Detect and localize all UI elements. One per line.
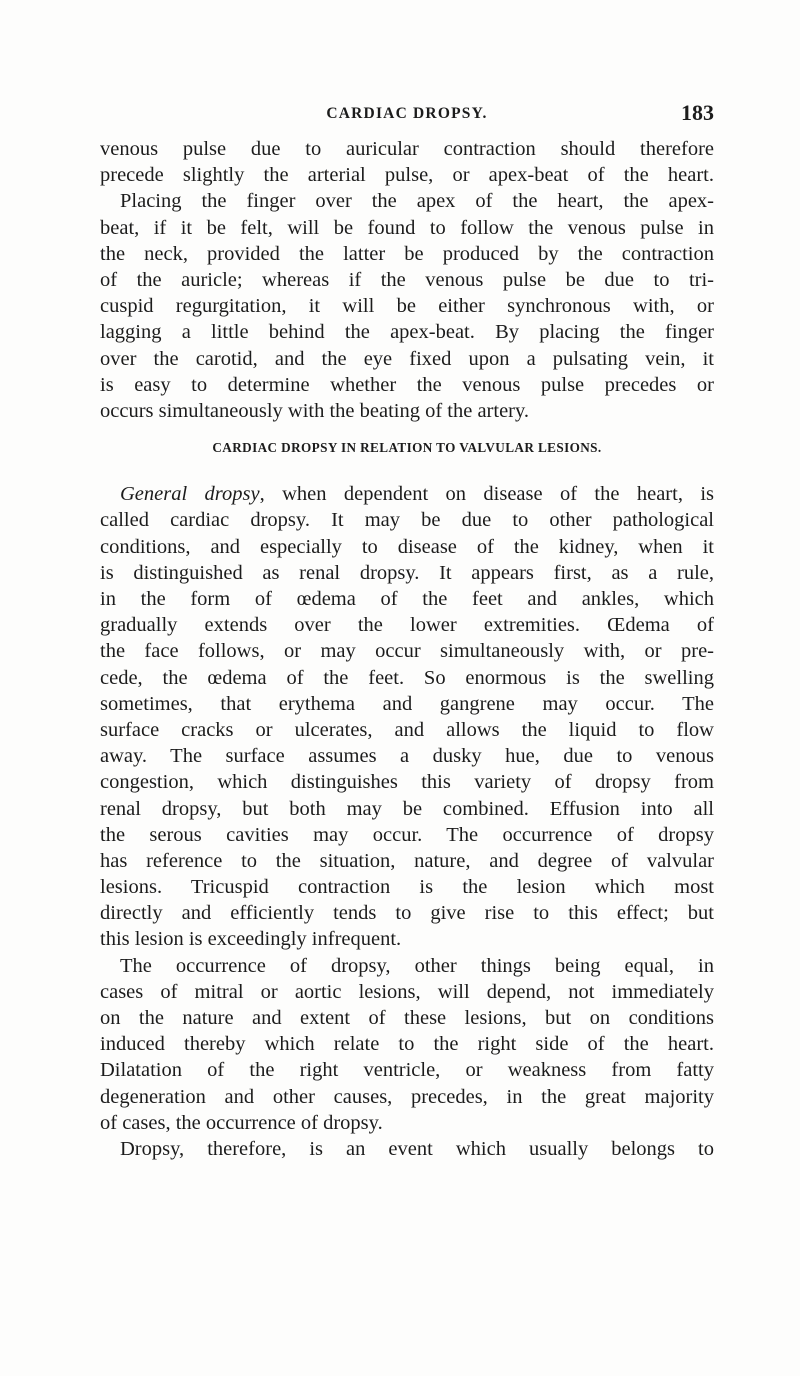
text-line: degeneration and other causes, precedes, in the great majority <box>100 1085 714 1108</box>
text-line: precede slightly the arterial pulse, or apex-beat of the heart. <box>100 164 714 187</box>
text-line: surface cracks or ulcerates, and allows the liquid to flow <box>100 718 714 741</box>
page-number: 183 <box>681 100 714 125</box>
text-line: of the auricle; whereas if the venous pulse be due to tri- <box>100 268 714 291</box>
text-line: Dilatation of the right ventricle, or weakness from fatty <box>100 1059 714 1082</box>
text-line: lagging a little behind the apex-beat. By placing the finger <box>100 321 714 344</box>
text-run: , when dependent on disease of the heart, is <box>259 483 714 506</box>
text-line: in the form of œdema of the feet and ankles, which <box>100 588 714 610</box>
running-head <box>100 102 714 128</box>
text-line: away. The surface assumes a dusky hue, due to venous <box>100 745 714 768</box>
text-line: sometimes, that erythema and gangrene may occur. The <box>100 692 714 715</box>
text-line: cuspid regurgitation, it will be either synchronous with, or <box>100 295 714 318</box>
text-line: called cardiac dropsy. It may be due to other pathological <box>100 509 714 532</box>
text-line: congestion, which distinguishes this variety of dropsy from <box>100 771 714 794</box>
text-line: the face follows, or may occur simultaneously with, or pre- <box>100 640 714 663</box>
section-heading: CARDIAC DROPSY IN RELATION TO VALVULAR LESIONS. <box>212 440 602 456</box>
body-text <box>100 136 714 1162</box>
text-line: is easy to determine whether the venous pulse precedes or <box>100 373 714 396</box>
paragraph-4 <box>100 1136 714 1162</box>
paragraph-1 <box>100 136 714 424</box>
text-line: induced thereby which relate to the right side of the heart. <box>100 1033 714 1056</box>
text-line: directly and efficiently tends to give rise to this effect; but <box>100 902 714 925</box>
text-line: has reference to the situation, nature, and degree of valvular <box>100 849 714 872</box>
text-line: this lesion is exceedingly infrequent. <box>100 928 402 951</box>
text-line: occurs simultaneously with the beating of the artery. <box>100 399 530 422</box>
text-line: The occurrence of dropsy, other things being equal, in <box>120 954 714 977</box>
text-line: is distinguished as renal dropsy. It appears first, as a rule, <box>100 561 714 584</box>
running-title: CARDIAC DROPSY. <box>326 105 488 122</box>
text-line: on the nature and extent of these lesions, but on conditions <box>100 1007 714 1029</box>
italic-term: General dropsy <box>120 483 260 506</box>
text-line: cases of mitral or aortic lesions, will depend, not immediately <box>100 980 714 1003</box>
text-line: venous pulse due to auricular contraction should therefore <box>100 138 714 160</box>
text-line: beat, if it be felt, will be found to follow the venous pulse in <box>100 216 714 239</box>
text-line: gradually extends over the lower extremities. Œdema of <box>100 614 714 637</box>
text-line: Dropsy, therefore, is an event which usually belongs to <box>120 1137 714 1160</box>
text-line: over the carotid, and the eye fixed upon a pulsating vein, it <box>100 347 714 370</box>
text-line: the neck, provided the latter be produced by the contraction <box>100 242 714 265</box>
text-line: the serous cavities may occur. The occurrence of dropsy <box>100 823 714 846</box>
text-line <box>100 481 714 507</box>
text-line: Placing the finger over the apex of the heart, the apex- <box>120 190 714 213</box>
text-line: cede, the œdema of the feet. So enormous is the swelling <box>100 666 714 689</box>
paragraph-3 <box>100 953 714 1136</box>
text-line: conditions, and especially to disease of the kidney, when it <box>100 535 714 558</box>
text-line: of cases, the occurrence of dropsy. <box>100 1111 383 1134</box>
text-line: lesions. Tricuspid contraction is the lesion which most <box>100 876 714 899</box>
paragraph-2 <box>100 481 714 952</box>
text-line: renal dropsy, but both may be combined. Effusion into all <box>100 797 714 820</box>
